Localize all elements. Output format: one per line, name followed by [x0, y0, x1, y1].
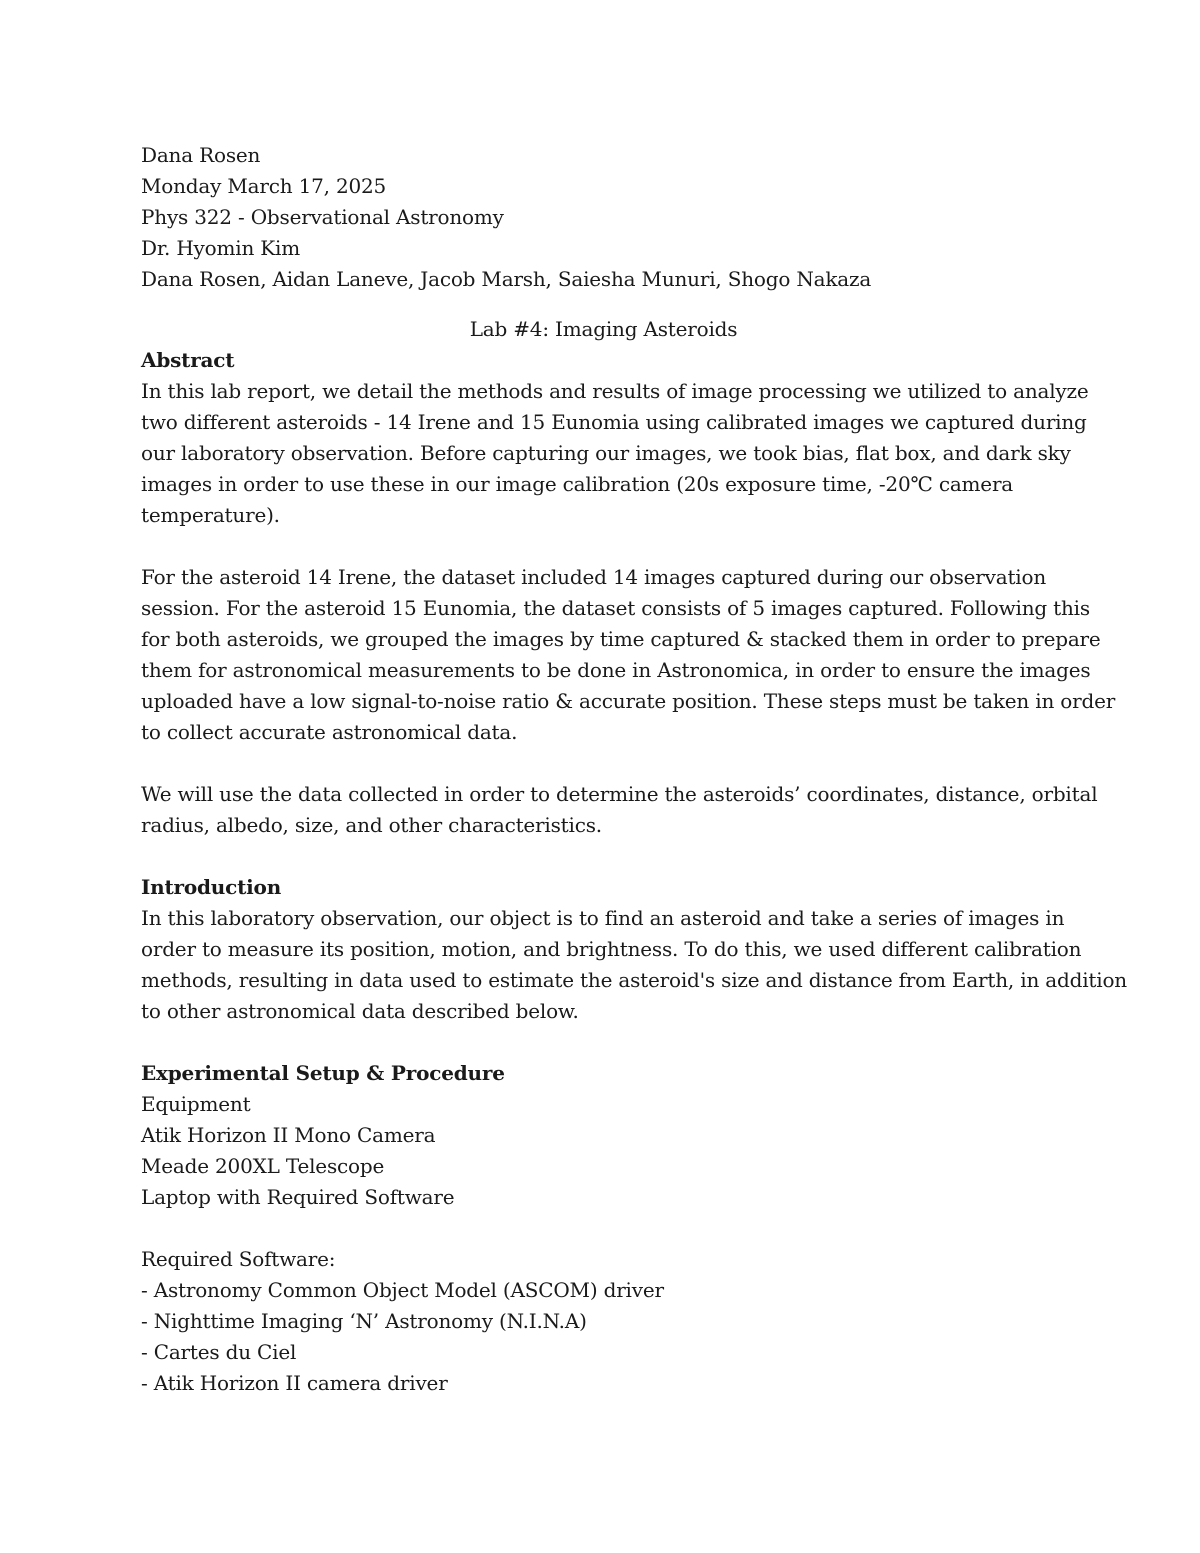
procedure-section — [141, 1058, 1066, 1399]
text-line: In this laboratory observation, our object is to find an asteroid and take a series of images in — [141, 906, 1065, 930]
software-item: - Astronomy Common Object Model (ASCOM) driver — [141, 1278, 664, 1302]
text-line: them for astronomical measurements to be done in Astronomica, in order to ensure the images — [141, 658, 1091, 682]
section-gap — [141, 841, 1066, 872]
text-line: For the asteroid 14 Irene, the dataset included 14 images captured during our observation — [141, 565, 1047, 589]
paragraph-gap — [141, 531, 1066, 562]
equipment-item: Laptop with Required Software — [141, 1185, 455, 1209]
text-line: for both asteroids, we grouped the images by time captured & stacked them in order to prepare — [141, 627, 1101, 651]
header-block — [141, 140, 1066, 295]
abstract-paragraph-3 — [141, 779, 1098, 841]
abstract-heading: Abstract — [141, 348, 235, 372]
introduction-paragraph — [141, 903, 1127, 1027]
text-line: We will use the data collected in order to determine the asteroids’ coordinates, distance, orbital — [141, 782, 1098, 806]
abstract-paragraph-2 — [141, 562, 1116, 748]
paragraph-gap — [141, 748, 1066, 779]
text-line: to other astronomical data described below. — [141, 999, 579, 1023]
software-item: - Atik Horizon II camera driver — [141, 1371, 448, 1395]
paragraph-gap — [141, 1213, 1066, 1244]
instructor-name: Dr. Hyomin Kim — [141, 236, 300, 260]
text-line: uploaded have a low signal-to-noise ratio & accurate position. These steps must be taken in order — [141, 689, 1116, 713]
abstract-paragraph-1 — [141, 376, 1089, 531]
text-line: session. For the asteroid 15 Eunomia, the dataset consists of 5 images captured. Following this — [141, 596, 1090, 620]
course-name: Phys 322 - Observational Astronomy — [141, 205, 504, 229]
text-line: two different asteroids - 14 Irene and 15 Eunomia using calibrated images we captured during — [141, 410, 1087, 434]
text-line: our laboratory observation. Before capturing our images, we took bias, flat box, and dark sky — [141, 441, 1071, 465]
text-line: radius, albedo, size, and other characteristics. — [141, 813, 602, 837]
author-name: Dana Rosen — [141, 143, 261, 167]
text-line: images in order to use these in our image calibration (20s exposure time, -20℃ camera — [141, 472, 1014, 496]
report-date: Monday March 17, 2025 — [141, 174, 387, 198]
software-item: - Nighttime Imaging ‘N’ Astronomy (N.I.N.A) — [141, 1309, 587, 1333]
text-line: order to measure its position, motion, and brightness. To do this, we used different calibration — [141, 937, 1082, 961]
introduction-heading: Introduction — [141, 875, 282, 899]
group-members: Dana Rosen, Aidan Laneve, Jacob Marsh, Saiesha Munuri, Shogo Nakaza — [141, 267, 872, 291]
software-label: Required Software: — [141, 1247, 336, 1271]
report-title: Lab #4: Imaging Asteroids — [469, 317, 738, 341]
section-gap — [141, 1027, 1066, 1058]
text-line: to collect accurate astronomical data. — [141, 720, 518, 744]
procedure-heading: Experimental Setup & Procedure — [141, 1061, 505, 1085]
equipment-item: Meade 200XL Telescope — [141, 1154, 385, 1178]
text-line: methods, resulting in data used to estimate the asteroid's size and distance from Earth, in addition — [141, 968, 1127, 992]
abstract-section — [141, 345, 1116, 841]
text-line: In this lab report, we detail the methods and results of image processing we utilized to analyze — [141, 379, 1089, 403]
equipment-item: Atik Horizon II Mono Camera — [141, 1123, 436, 1147]
document-page — [141, 140, 1127, 1399]
equipment-label: Equipment — [141, 1092, 251, 1116]
software-item: - Cartes du Ciel — [141, 1340, 297, 1364]
text-line: temperature). — [141, 503, 280, 527]
introduction-section — [141, 872, 1127, 1027]
